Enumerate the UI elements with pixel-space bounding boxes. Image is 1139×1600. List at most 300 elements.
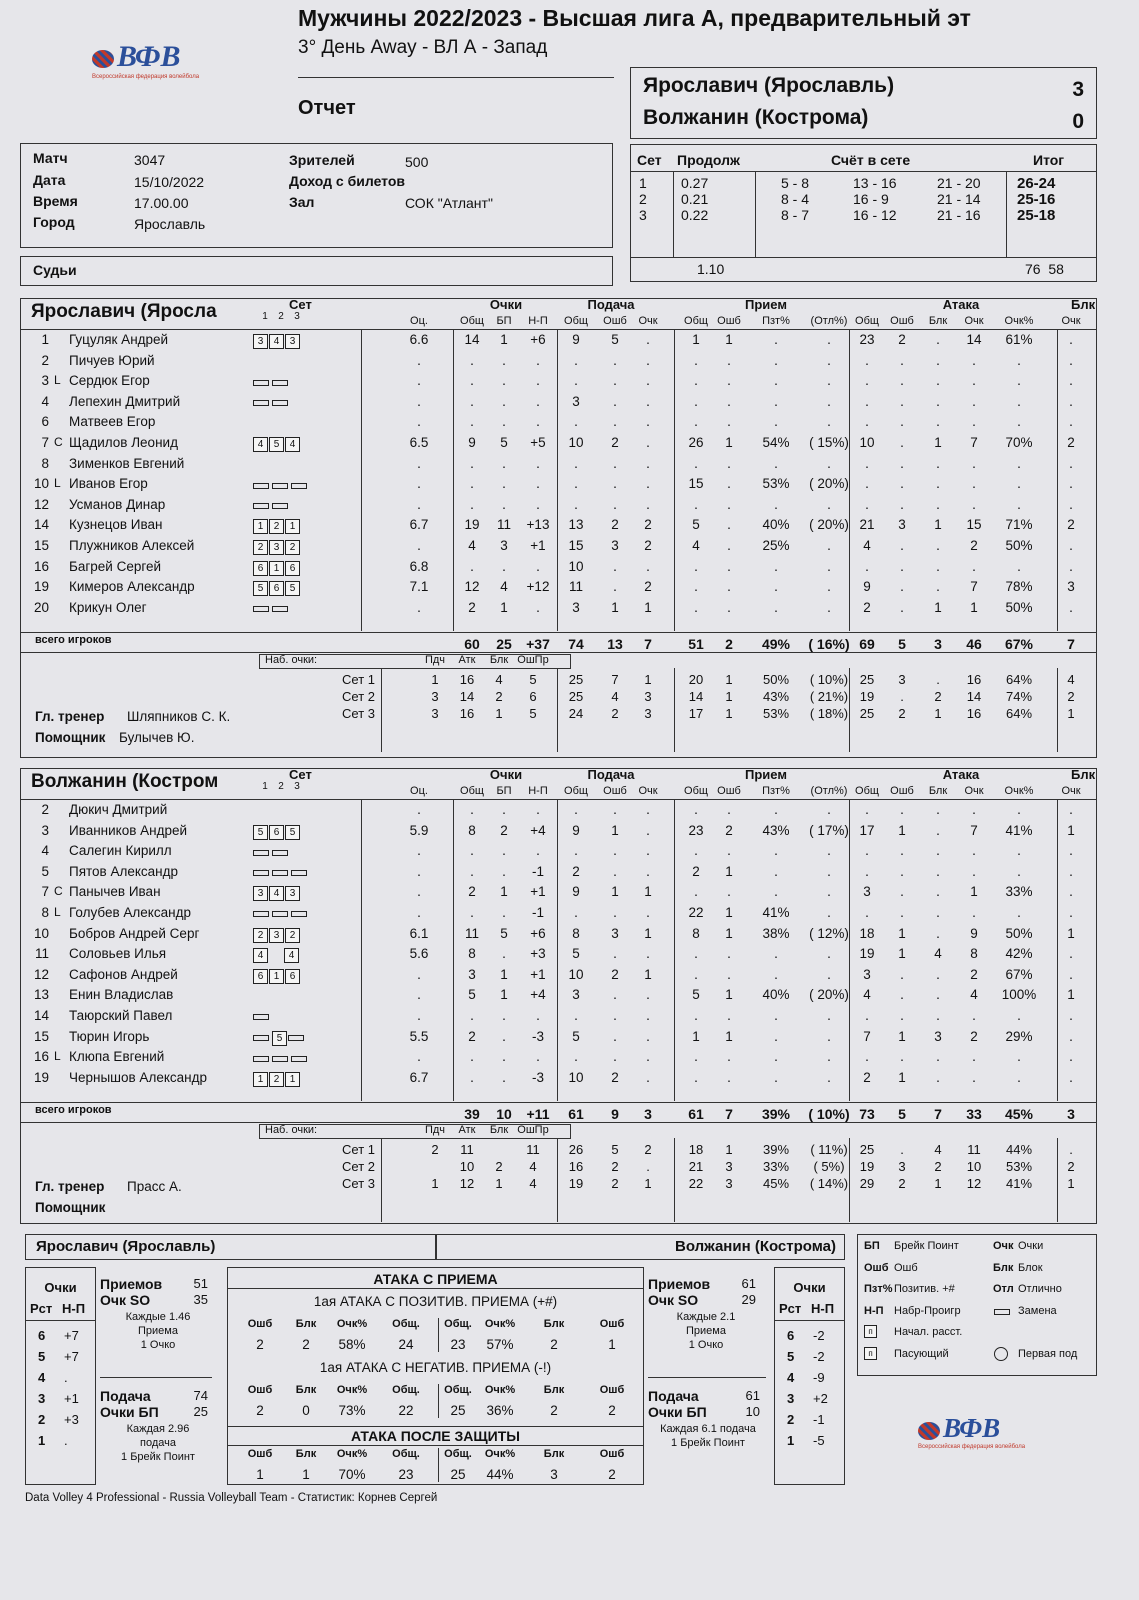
home-player-number: 7 — [41, 435, 49, 450]
away-stat-cell: . — [936, 843, 940, 859]
away-stat-cell: ( 17%) — [809, 822, 849, 838]
home-set-stat-cell: 3 — [898, 672, 906, 687]
home-totals-line — [21, 632, 1096, 633]
away-stat-cell: 6.1 — [409, 925, 429, 941]
away-starting-position: 4 — [284, 948, 299, 963]
home-set-row-label: Сет 2 — [342, 689, 375, 704]
away-stat-cell: . — [613, 946, 617, 962]
away-stat-cell: . — [774, 863, 778, 879]
away-player-row — [21, 926, 1096, 946]
away-player-name: Чернышов Александр — [69, 1069, 207, 1085]
home-col-header: Очк — [1061, 315, 1081, 327]
away-stat-cell: . — [694, 946, 698, 962]
home-player-row — [21, 579, 1096, 599]
away-stat-cell: 1 — [970, 884, 978, 900]
home-stat-cell: 6.6 — [409, 332, 429, 347]
away-set-stat-cell: 26 — [568, 1142, 584, 1157]
rotation-value: +3 — [64, 1412, 79, 1427]
away-set-stat-cell: 2 — [898, 1176, 906, 1191]
legend-value: Брейк Поинт — [894, 1240, 959, 1252]
home-set-mark: 2 — [278, 311, 284, 322]
away-stat-cell: . — [694, 1069, 698, 1085]
home-stat-cell: . — [1069, 373, 1073, 389]
home-reception-summary — [100, 1276, 216, 1352]
home-stat-cell: . — [1017, 393, 1021, 409]
home-stat-cell: . — [936, 332, 940, 347]
home-stat-cell: . — [417, 352, 421, 368]
away-player-name: Тюрин Игорь — [69, 1028, 150, 1044]
away-serve-summary — [648, 1388, 768, 1450]
home-total-cell: 13 — [607, 636, 623, 652]
away-set-stat-cell: 41% — [1005, 1176, 1033, 1191]
home-stat-cell: . — [865, 558, 869, 574]
home-player-number: 16 — [33, 558, 49, 574]
away-stat-cell: . — [502, 1049, 506, 1065]
away-stat-cell: . — [646, 1049, 650, 1065]
away-player-name: Соловьев Илья — [69, 946, 167, 962]
total-duration: 1.10 — [697, 261, 725, 277]
home-set-row-label: Сет 3 — [342, 706, 375, 721]
home-stat-cell: . — [936, 558, 940, 574]
away-set-row-label: Сет 2 — [342, 1159, 375, 1174]
away-stat-cell: . — [470, 1049, 474, 1065]
home-total-label: всего игроков — [35, 634, 112, 646]
footer-credit: Data Volley 4 Professional - Russia Volleyball Team - Статистик: Корнев Сергей — [25, 1492, 438, 1504]
home-stat-cell: 71% — [1005, 517, 1033, 533]
home-stat-cell: . — [827, 538, 831, 553]
home-substitution-icon — [253, 503, 269, 509]
away-stat-cell: . — [774, 946, 778, 962]
rotation-value: +7 — [64, 1349, 79, 1364]
away-set-stat-cell: 1 — [725, 1142, 733, 1157]
away-stat-cell: -1 — [531, 863, 544, 879]
home-set-stat-cell: 25 — [859, 672, 875, 687]
home-col-header: Н-П — [528, 315, 548, 327]
home-stat-cell: 1 — [934, 599, 942, 615]
home-stat-cell: . — [646, 332, 650, 347]
home-stat-cell: . — [646, 558, 650, 574]
away-stat-cell: . — [574, 843, 578, 859]
home-stat-cell: 4 — [500, 579, 508, 595]
attack-cell: 2 — [302, 1337, 310, 1352]
summary-value: 29 — [741, 1292, 756, 1307]
summary-home-name: Ярославич (Ярославль) — [36, 1238, 216, 1255]
away-stat-cell: 100% — [1001, 987, 1037, 1003]
home-stat-cell: . — [470, 496, 474, 512]
away-stat-cell: 19 — [859, 946, 875, 962]
home-stat-cell: 1 — [500, 332, 508, 347]
away-stat-cell: 8 — [572, 925, 580, 941]
home-nab-cell: 1 — [431, 672, 439, 687]
home-stat-cell: 1 — [934, 435, 942, 450]
rotation-head: Рст — [30, 1301, 53, 1316]
after-defense-title: АТАКА ПОСЛЕ ЗАЩИТЫ — [351, 1428, 520, 1444]
away-set-stat-cell: 12 — [966, 1176, 982, 1191]
home-stat-cell: . — [727, 414, 731, 430]
away-stat-cell: 5 — [692, 987, 700, 1003]
home-coach-label: Гл. тренер — [35, 709, 105, 724]
rotation-number: 5 — [38, 1349, 46, 1364]
away-set-stat-cell: 2 — [644, 1142, 652, 1157]
away-set-mark: 1 — [262, 781, 268, 792]
away-stat-cell: . — [865, 905, 869, 920]
away-col-header: Очк — [1061, 785, 1081, 797]
home-starting-position: 2 — [253, 540, 268, 555]
summary-note: 1 Брейк Поинт — [671, 1437, 745, 1449]
rotation-number: 5 — [787, 1349, 795, 1364]
total-points: 76 58 — [1025, 261, 1064, 277]
away-set-stat-cell: 22 — [688, 1176, 704, 1191]
away-set-stat-cell: 19 — [859, 1159, 875, 1174]
home-stat-cell: . — [694, 414, 698, 430]
set-partial-score: 8 - 7 — [781, 207, 810, 223]
away-set-stat-cell: 3 — [898, 1159, 906, 1174]
away-stat-cell: . — [936, 822, 940, 838]
away-stat-cell: . — [470, 905, 474, 920]
away-stat-cell: . — [727, 1069, 731, 1085]
summary-value: 74 — [193, 1388, 208, 1403]
away-player-row — [21, 1008, 1096, 1028]
away-total-cell: 7 — [934, 1106, 942, 1122]
rotation-number: 1 — [787, 1433, 795, 1448]
away-coach-label: Гл. тренер — [35, 1179, 105, 1194]
home-stat-cell: 23 — [859, 332, 875, 347]
home-player-name: Усманов Динар — [69, 496, 166, 512]
away-set-header: Сет — [289, 767, 312, 782]
away-bottom-divider — [557, 1138, 558, 1222]
legend-box-icon: п — [864, 1347, 877, 1360]
away-stat-cell: 8 — [970, 946, 978, 962]
away-stat-cell: . — [502, 1069, 506, 1085]
away-stat-cell: +4 — [530, 822, 546, 838]
attack-col-header: Ошб — [247, 1384, 273, 1396]
summary-line — [100, 1276, 216, 1292]
away-stat-cell: 1 — [725, 1028, 733, 1044]
away-stat-cell: 1 — [1067, 925, 1075, 941]
away-stat-cell: . — [646, 1028, 650, 1044]
attack-col-header: Общ. — [444, 1384, 472, 1396]
away-stat-cell: . — [613, 802, 617, 817]
home-stat-cell: 11 — [568, 579, 583, 595]
away-stat-cell: . — [727, 946, 731, 962]
away-stat-cell: . — [1017, 1069, 1021, 1085]
home-stat-cell: . — [470, 455, 474, 471]
home-total-cell: 51 — [688, 636, 704, 652]
away-stat-cell: . — [774, 843, 778, 859]
home-set-mark: 3 — [294, 311, 300, 322]
legend-box — [857, 1234, 1097, 1376]
home-stat-cell: . — [646, 435, 650, 450]
home-player-name: Кузнецов Иван — [69, 517, 163, 533]
home-player-sets — [253, 498, 291, 513]
away-stat-cell: . — [1017, 863, 1021, 879]
home-stat-cell: . — [1069, 496, 1073, 512]
away-total-cell: 10 — [496, 1106, 512, 1122]
away-set-stat-cell: . — [900, 1142, 904, 1157]
home-player-number: 19 — [33, 579, 49, 595]
rotation-title: Очки — [44, 1280, 77, 1295]
home-stat-cell: . — [694, 352, 698, 368]
home-stat-cell: 70% — [1005, 435, 1033, 450]
away-player-row — [21, 905, 1096, 925]
home-set-stat-cell: 16 — [966, 706, 982, 721]
home-coach-name: Шляпников С. К. — [127, 709, 231, 724]
away-stat-cell: . — [417, 987, 421, 1003]
away-stat-cell: . — [417, 884, 421, 900]
away-stat-cell: 1 — [898, 946, 906, 962]
away-stat-cell: . — [613, 843, 617, 859]
home-total-cell: 7 — [1067, 636, 1075, 652]
away-nab-cell: 4 — [529, 1159, 537, 1174]
away-stat-cell: 29% — [1005, 1028, 1033, 1044]
attack-cell: 2 — [608, 1403, 616, 1418]
home-total-cell: 7 — [644, 636, 652, 652]
away-stat-cell: 4 — [934, 946, 942, 962]
away-total-cell: 61 — [568, 1106, 584, 1122]
summary-note: Приема — [686, 1325, 726, 1337]
away-stat-cell: . — [774, 1069, 778, 1085]
home-stat-cell: . — [502, 558, 506, 574]
away-stat-cell: 50% — [1005, 925, 1033, 941]
home-stat-cell: . — [774, 332, 778, 347]
away-stat-cell: . — [936, 966, 940, 982]
result-box — [630, 67, 1097, 139]
match-date: 15/10/2022 — [134, 174, 205, 190]
away-player-role: L — [54, 1049, 61, 1064]
home-set-stat-cell: 3 — [644, 706, 652, 721]
attack-col-header: Блк — [295, 1448, 317, 1460]
home-serve-summary — [100, 1388, 216, 1464]
away-stat-cell: 1 — [500, 966, 508, 982]
vfv-logo-bottom: ВФВ Всероссийская федерация волейбола — [918, 1413, 1026, 1450]
home-substitution-icon — [253, 606, 269, 612]
away-stat-cell: . — [1017, 1008, 1021, 1023]
home-stat-cell: . — [470, 414, 474, 430]
home-stat-cell: 5 — [611, 332, 619, 347]
away-stat-cell: 1 — [611, 822, 619, 838]
home-stat-cell: 1 — [970, 599, 978, 615]
home-stat-cell: . — [470, 352, 474, 368]
home-stat-cell: . — [827, 373, 831, 389]
away-player-row — [21, 946, 1096, 966]
summary-note: 1 Очко — [688, 1339, 724, 1351]
away-stat-cell: 33% — [1005, 884, 1033, 900]
home-stat-cell: . — [900, 579, 904, 595]
away-player-sets — [253, 1071, 301, 1087]
home-stat-cell: 5 — [692, 517, 700, 533]
away-stat-cell: . — [727, 843, 731, 859]
home-substitution-icon — [272, 503, 288, 509]
home-set-stat-cell: 50% — [762, 672, 790, 687]
home-total-cell: ( 16%) — [808, 636, 850, 652]
home-stat-cell: . — [972, 352, 976, 368]
away-stat-cell: 17 — [859, 822, 875, 838]
away-stat-cell: . — [827, 1049, 831, 1065]
legend-key: Пзт% — [864, 1283, 893, 1295]
away-stat-cell: . — [1069, 863, 1073, 879]
home-stat-cell: 2 — [644, 579, 652, 595]
home-bottom-divider — [557, 668, 558, 752]
home-player-number: 12 — [33, 496, 49, 512]
away-set-stat-cell: 2 — [611, 1176, 619, 1191]
home-stat-cell: . — [574, 414, 578, 430]
home-stat-cell: 3 — [1067, 579, 1075, 595]
away-substitution-icon — [253, 850, 269, 856]
home-starting-position: 1 — [253, 519, 268, 534]
away-nab-label: Наб. очки: — [265, 1124, 318, 1136]
home-stat-cell: . — [1069, 414, 1073, 430]
home-block-header: Блк — [1071, 297, 1096, 312]
home-set-stat-cell: 64% — [1005, 706, 1033, 721]
away-stat-cell: -1 — [531, 905, 544, 920]
legend-value: Позитив. +# — [894, 1283, 955, 1295]
away-total-cell: 61 — [688, 1106, 704, 1122]
home-stat-cell: . — [972, 476, 976, 492]
away-stat-cell: . — [972, 1069, 976, 1085]
home-stat-cell: . — [613, 455, 617, 471]
away-substitution-icon — [272, 911, 288, 917]
home-player-number: 14 — [33, 517, 49, 533]
away-stat-cell: . — [417, 966, 421, 982]
summary-value: 35 — [193, 1292, 208, 1307]
set-partial-score: 21 - 20 — [937, 175, 981, 191]
rotation-number: 4 — [787, 1370, 795, 1385]
away-player-row — [21, 987, 1096, 1007]
home-starting-position: 5 — [269, 437, 284, 452]
away-starting-position: 2 — [253, 928, 268, 943]
home-stat-cell: . — [613, 496, 617, 512]
away-stat-cell: 2 — [468, 1028, 476, 1044]
home-total-cell: 69 — [859, 636, 875, 652]
attack-cell: 2 — [550, 1337, 558, 1352]
away-stat-cell: . — [417, 905, 421, 920]
home-stat-cell: 10 — [859, 435, 875, 450]
home-stat-cell: 6.7 — [409, 517, 429, 533]
away-stat-cell: 5 — [500, 925, 508, 941]
away-starting-position: 4 — [269, 886, 284, 901]
home-stat-cell: . — [774, 373, 778, 389]
rotation-value: +2 — [813, 1391, 828, 1406]
home-set-stat-cell: 74% — [1005, 689, 1033, 704]
home-starting-position: 5 — [285, 581, 300, 596]
away-player-sets — [253, 865, 310, 880]
away-stat-cell: . — [536, 843, 540, 859]
home-stat-cell: . — [727, 476, 731, 492]
home-player-row — [21, 517, 1096, 537]
home-set-stat-cell: 14 — [688, 689, 704, 704]
away-nab-cell: 12 — [459, 1176, 475, 1191]
home-set-stat-cell: 4 — [611, 689, 619, 704]
away-stat-cell: 1 — [898, 1028, 906, 1044]
away-col-header: (Отл%) — [810, 785, 848, 797]
away-stat-cell: . — [502, 863, 506, 879]
attack-title: АТАКА С ПРИЕМА — [373, 1271, 498, 1287]
home-team-title: Ярославич (Яросла — [31, 301, 217, 322]
home-substitution-icon — [272, 606, 288, 612]
away-substitution-icon — [291, 1056, 307, 1062]
home-set-stat-cell: 1 — [1067, 706, 1075, 721]
home-stat-cell: . — [936, 414, 940, 430]
away-set-stat-cell: 1 — [644, 1176, 652, 1191]
home-player-row — [21, 600, 1096, 620]
home-stat-cell: 1 — [725, 435, 733, 450]
home-stat-cell: 10 — [568, 558, 584, 574]
rotation-value: . — [64, 1370, 68, 1385]
away-player-name: Салегин Кирилл — [69, 843, 172, 859]
away-stat-cell: 5 — [468, 987, 476, 1003]
home-stat-cell: . — [417, 476, 421, 492]
summary-line — [648, 1388, 768, 1404]
away-stat-cell: . — [972, 1049, 976, 1065]
summary-line — [648, 1404, 768, 1422]
away-player-name: Енин Владислав — [69, 987, 174, 1003]
away-stat-cell: . — [1017, 802, 1021, 817]
home-stat-cell: . — [1069, 455, 1073, 471]
home-set-stat-cell: 25 — [859, 706, 875, 721]
home-stat-cell: . — [417, 455, 421, 471]
away-starting-position: 4 — [253, 948, 268, 963]
away-player-name: Панычев Иван — [69, 884, 161, 900]
away-set-stat-cell: 53% — [1005, 1159, 1033, 1174]
final-col-header: Итог — [1033, 152, 1065, 168]
away-stat-cell: . — [574, 1008, 578, 1023]
away-stat-cell: . — [613, 1008, 617, 1023]
summary-line — [100, 1404, 216, 1422]
away-stat-cell: . — [774, 966, 778, 982]
away-player-number: 4 — [41, 843, 49, 859]
home-player-sets — [253, 560, 301, 576]
home-stat-cell: 12 — [464, 579, 480, 595]
away-stat-cell: . — [900, 1049, 904, 1065]
home-stat-cell: 3 — [572, 393, 580, 409]
away-stat-cell: . — [727, 884, 731, 900]
home-stat-cell: . — [1069, 538, 1073, 553]
home-stat-cell: . — [502, 414, 506, 430]
home-player-number: 6 — [41, 414, 49, 430]
home-player-name: Кимеров Александр — [69, 579, 195, 595]
rotation-head: Н-П — [811, 1301, 835, 1316]
legend-sub-icon — [994, 1309, 1010, 1315]
away-substitution-icon — [253, 1035, 269, 1041]
home-stat-cell: . — [827, 393, 831, 409]
home-player-number: 20 — [33, 599, 49, 615]
away-stat-cell: . — [936, 863, 940, 879]
home-col-header: Общ — [460, 315, 484, 327]
home-stat-cell: . — [470, 373, 474, 389]
rotation-head: Н-П — [62, 1301, 86, 1316]
away-set-stat-cell: 18 — [688, 1142, 704, 1157]
away-substitution-icon — [253, 870, 269, 876]
away-stat-cell: . — [694, 1008, 698, 1023]
home-stat-cell: 2 — [1067, 435, 1075, 450]
attack-cell: 23 — [450, 1337, 466, 1352]
home-player-number: 2 — [41, 352, 49, 368]
away-set-stat-cell: 1 — [1067, 1176, 1075, 1191]
home-stat-cell: 6.8 — [409, 558, 429, 574]
home-starting-position: 6 — [253, 561, 268, 576]
home-stat-cell: . — [536, 455, 540, 471]
attack-line — [228, 1445, 643, 1446]
home-stat-cell: . — [694, 599, 698, 615]
away-starting-position: 2 — [285, 928, 300, 943]
away-stat-cell: . — [694, 884, 698, 900]
home-stat-cell: . — [536, 373, 540, 389]
home-stat-cell: . — [574, 455, 578, 471]
home-stat-cell: . — [774, 393, 778, 409]
away-set-stat-cell: 3 — [725, 1159, 733, 1174]
away-stat-cell: 4 — [863, 987, 871, 1003]
away-stat-cell: 42% — [1005, 946, 1033, 962]
